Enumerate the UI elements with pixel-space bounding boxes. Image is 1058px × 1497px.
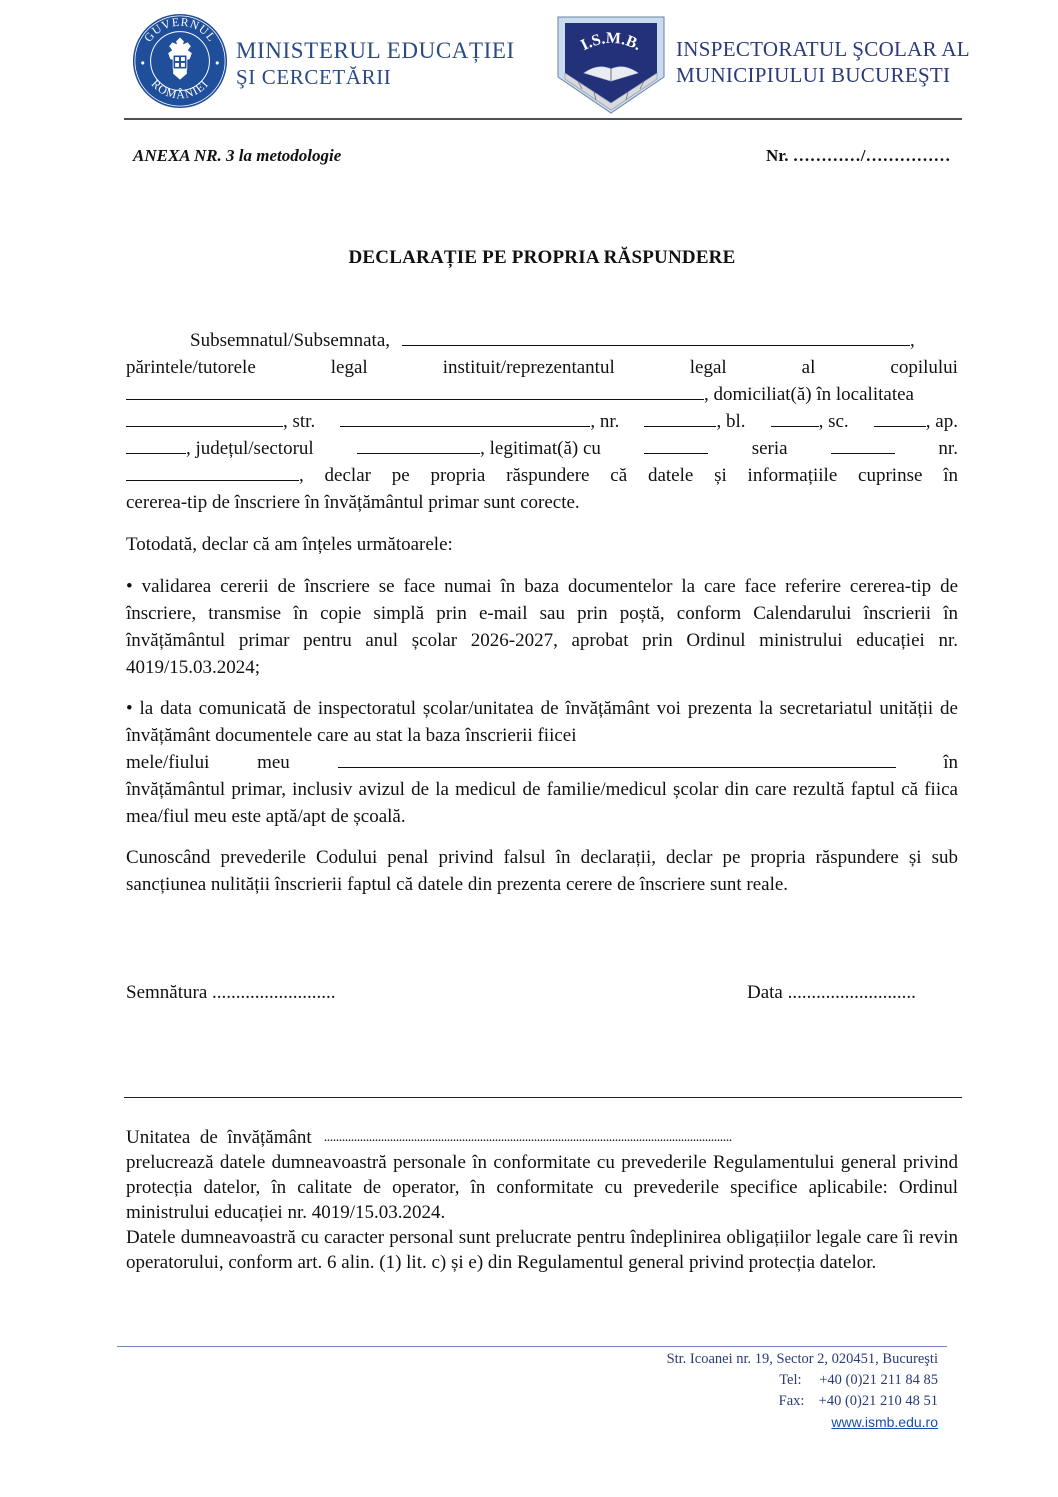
declaration-statement: , declar pe propria răspundere că datele și informațiile cuprinse în xyxy=(299,465,958,486)
block-label: , bl. xyxy=(716,411,746,432)
svg-text:GUVERNUL: GUVERNUL xyxy=(141,15,219,45)
domicile-label: , domiciliat(ă) în localitatea xyxy=(704,384,914,405)
ismb-name-line2: MUNICIPIULUI BUCUREŞTI xyxy=(676,63,951,87)
declarant-label: Subsemnatul/Subsemnata, xyxy=(190,330,391,351)
number-label: , nr. xyxy=(590,411,620,432)
ministry-name-line1: MINISTERUL EDUCAȚIEI xyxy=(236,38,515,63)
word: legal xyxy=(689,357,727,378)
id-series-field[interactable] xyxy=(831,435,895,454)
government-seal-icon xyxy=(131,12,229,110)
form-line-3 xyxy=(126,381,958,408)
phone-label: Tel: xyxy=(779,1372,802,1388)
comma: , xyxy=(910,330,915,351)
bullet-documents xyxy=(126,695,958,830)
declarant-name-field[interactable] xyxy=(402,327,910,346)
fax-label: Fax: xyxy=(778,1393,805,1409)
footer-divider xyxy=(117,1346,947,1347)
word: al xyxy=(801,357,816,378)
fax-number: +40 (0)21 210 48 51 xyxy=(818,1393,938,1409)
gdpr-notice xyxy=(126,1125,958,1275)
street-field[interactable] xyxy=(340,408,590,427)
form-line-2 xyxy=(126,354,958,381)
section-divider xyxy=(124,1097,962,1098)
gdpr-text-operator: prelucrează datele dumneavoastră personale în conformitate cu prevederile Regulamentului general privind protecția datelor, în calitate de operator, în conformitate cu prevederile specifice aplicabile: Ordinul ministrului educației nr. 4019/15.03.2024. xyxy=(126,1152,958,1223)
street-number-field[interactable] xyxy=(644,408,716,427)
ministry-name-line2: ŞI CERCETĂRII xyxy=(236,65,392,89)
school-unit-field[interactable]: ........................................................................................................................................ xyxy=(323,1130,732,1145)
word: în xyxy=(943,752,958,773)
gdpr-text-legal-basis: Datele dumneavoastră cu caracter personal sunt prelucrate pentru îndeplinirea obligațiilor legale care îi revin operatorului, conform art. 6 alin. (1) lit. c) și e) din Regulamentul general privind protecția datelor. xyxy=(126,1227,958,1273)
svg-text:I.S.M.B.: I.S.M.B. xyxy=(578,29,645,55)
footer-address: Str. Icoanei nr. 19, Sector 2, 020451, Bucureşti xyxy=(666,1351,938,1367)
form-line-1 xyxy=(126,327,958,354)
declaration-statement-end: cererea-tip de înscriere în învățământul primar sunt corecte. xyxy=(126,492,580,513)
annex-label: ANEXA NR. 3 la metodologie xyxy=(133,146,342,165)
understood-intro: Totodată, declar că am înțeles următoarele: xyxy=(126,534,453,555)
government-seal-logo xyxy=(131,12,229,110)
penal-code-paragraph: Cunoscând prevederile Codului penal privind falsul în declarații, declar pe propria răspundere și sub sancțiunea nulității înscrierii faptul că datele din prezenta cerere de înscriere sunt reale. xyxy=(126,847,958,895)
school-unit-label: Unitatea de învățământ xyxy=(126,1127,312,1148)
ministry-name xyxy=(236,38,515,90)
form-line-6 xyxy=(126,462,958,489)
ismb-shield-logo xyxy=(556,15,666,115)
footer-contact xyxy=(667,1349,938,1434)
bullet-documents-child-line xyxy=(126,749,958,776)
id-number-field[interactable] xyxy=(126,462,299,481)
signature-field[interactable]: Semnătura .......................... xyxy=(126,982,336,1003)
id-number-label: nr. xyxy=(938,438,958,459)
svg-text:ROMÂNIEI: ROMÂNIEI xyxy=(148,77,212,102)
word: legal xyxy=(330,357,368,378)
form-line-5 xyxy=(126,435,958,462)
locality-field[interactable] xyxy=(126,408,283,427)
footer-fax xyxy=(667,1391,938,1412)
word: meu xyxy=(257,752,290,773)
footer-phone xyxy=(667,1370,938,1391)
header-divider xyxy=(124,118,962,120)
document-title: DECLARAȚIE PE PROPRIA RĂSPUNDERE xyxy=(348,247,736,268)
staircase-field[interactable] xyxy=(874,408,926,427)
word: părintele/tutorele xyxy=(126,357,256,378)
apartment-field[interactable] xyxy=(126,435,186,454)
child-name-field-2[interactable] xyxy=(338,749,896,768)
school-unit-line xyxy=(126,1125,958,1150)
ismb-shield-icon xyxy=(556,15,666,115)
word: mele/fiului xyxy=(126,752,210,773)
county-label: , județul/sectorul xyxy=(186,438,314,459)
county-field[interactable] xyxy=(357,435,480,454)
id-document-label: , legitimat(ă) cu xyxy=(480,438,601,459)
phone-number: +40 (0)21 211 84 85 xyxy=(819,1372,938,1388)
ismb-name-line1: INSPECTORATUL ŞCOLAR AL xyxy=(676,37,970,61)
id-document-type-field[interactable] xyxy=(644,435,708,454)
registration-number: Nr. …………/…………… xyxy=(766,146,951,165)
staircase-label: , sc. xyxy=(818,411,849,432)
website-link[interactable]: www.ismb.edu.ro xyxy=(831,1414,938,1430)
bullet-validation: • validarea cererii de înscriere se face numai în baza documentelor la care face referire cererea-tip de înscriere, transmise în copie simplă prin e-mail sau prin poștă, conform Calendarului înscrierii în învățământul primar pentru anul școlar 2026-2027, aprobat prin Ordinul ministrului educației nr. 4019/15.03.2024; xyxy=(126,576,958,678)
street-label: , str. xyxy=(283,411,316,432)
child-name-field[interactable] xyxy=(126,381,704,400)
bullet-documents-text: • la data comunicată de inspectoratul școlar/unitatea de învățământ voi prezenta la secretariatul unității de învățământ documentele care au stat la baza înscrierii fiicei xyxy=(126,698,958,746)
word: copilului xyxy=(890,357,958,378)
word: instituit/reprezentantul xyxy=(442,357,615,378)
date-field[interactable]: Data ........................... xyxy=(747,982,916,1003)
block-field[interactable] xyxy=(771,408,819,427)
bullet-documents-text-2: învățământul primar, inclusiv avizul de la medicul de familie/medicul școlar din care rezultă faptul că fiica mea/fiul meu este aptă/apt de școală. xyxy=(126,779,958,827)
form-line-4 xyxy=(126,408,958,435)
declaration-form xyxy=(126,327,958,516)
apartment-label: , ap. xyxy=(925,411,958,432)
series-label: seria xyxy=(751,438,788,459)
ismb-name xyxy=(676,36,970,88)
